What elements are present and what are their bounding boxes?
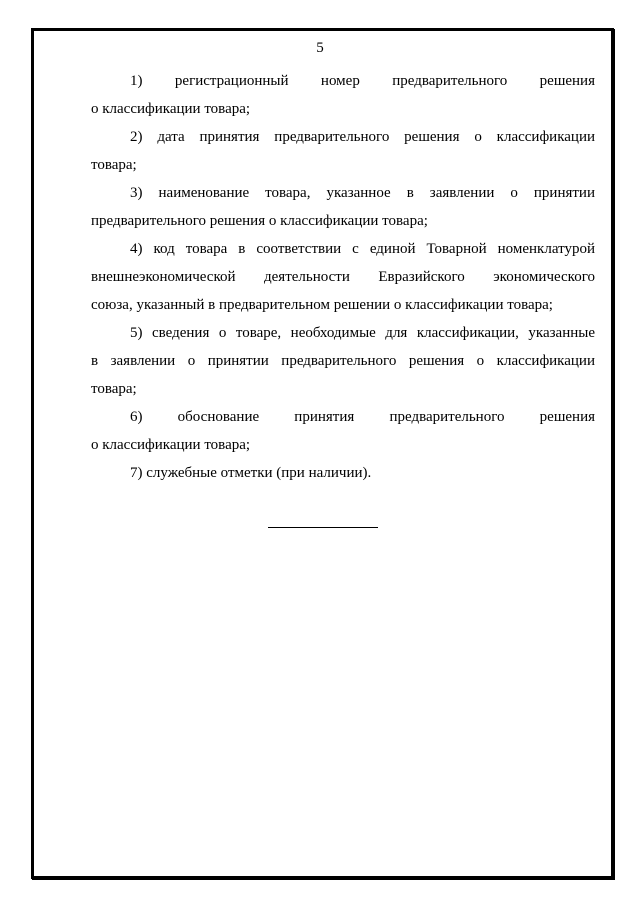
list-item-4-line1: 4) код товара в соответствии с единой Товарной номенклатурой	[130, 241, 595, 257]
list-item-5-line2: в заявлении о принятии предварительного решения о классификации	[91, 353, 595, 369]
list-item-3-line1: 3) наименование товара, указанное в заявлении о принятии	[130, 185, 595, 201]
list-item-5-line1: 5) сведения о товаре, необходимые для классификации, указанные	[130, 325, 595, 341]
list-item-3-rest: предварительного решения о классификации товара;	[91, 213, 428, 229]
end-separator-line	[268, 527, 378, 528]
list-item-2-line1: 2) дата принятия предварительного решения о классификации	[130, 129, 595, 145]
list-item-7-line1: 7) служебные отметки (при наличии).	[130, 465, 372, 481]
list-item-4-line2: внешнеэкономической деятельности Евразийского экономического	[91, 269, 595, 285]
list-item-7	[91, 459, 595, 487]
list-item-4-rest: союза, указанный в предварительном решении о классификации товара;	[91, 297, 553, 313]
page-number: 5	[316, 40, 324, 56]
list-item-2	[91, 123, 595, 179]
list-item-5-rest: товара;	[91, 381, 137, 397]
list-item-2-rest: товара;	[91, 157, 137, 173]
document-body	[91, 67, 595, 487]
list-item-6-line1: 6) обоснование принятия предварительного решения	[130, 409, 595, 425]
list-item-1	[91, 67, 595, 123]
list-item-1-rest: о классификации товара;	[91, 101, 251, 117]
list-item-6-rest: о классификации товара;	[91, 437, 251, 453]
list-item-6	[91, 403, 595, 459]
list-item-3	[91, 179, 595, 235]
list-item-5	[91, 319, 595, 403]
list-item-4	[91, 235, 595, 319]
list-item-1-line1: 1) регистрационный номер предварительного решения	[130, 73, 595, 89]
